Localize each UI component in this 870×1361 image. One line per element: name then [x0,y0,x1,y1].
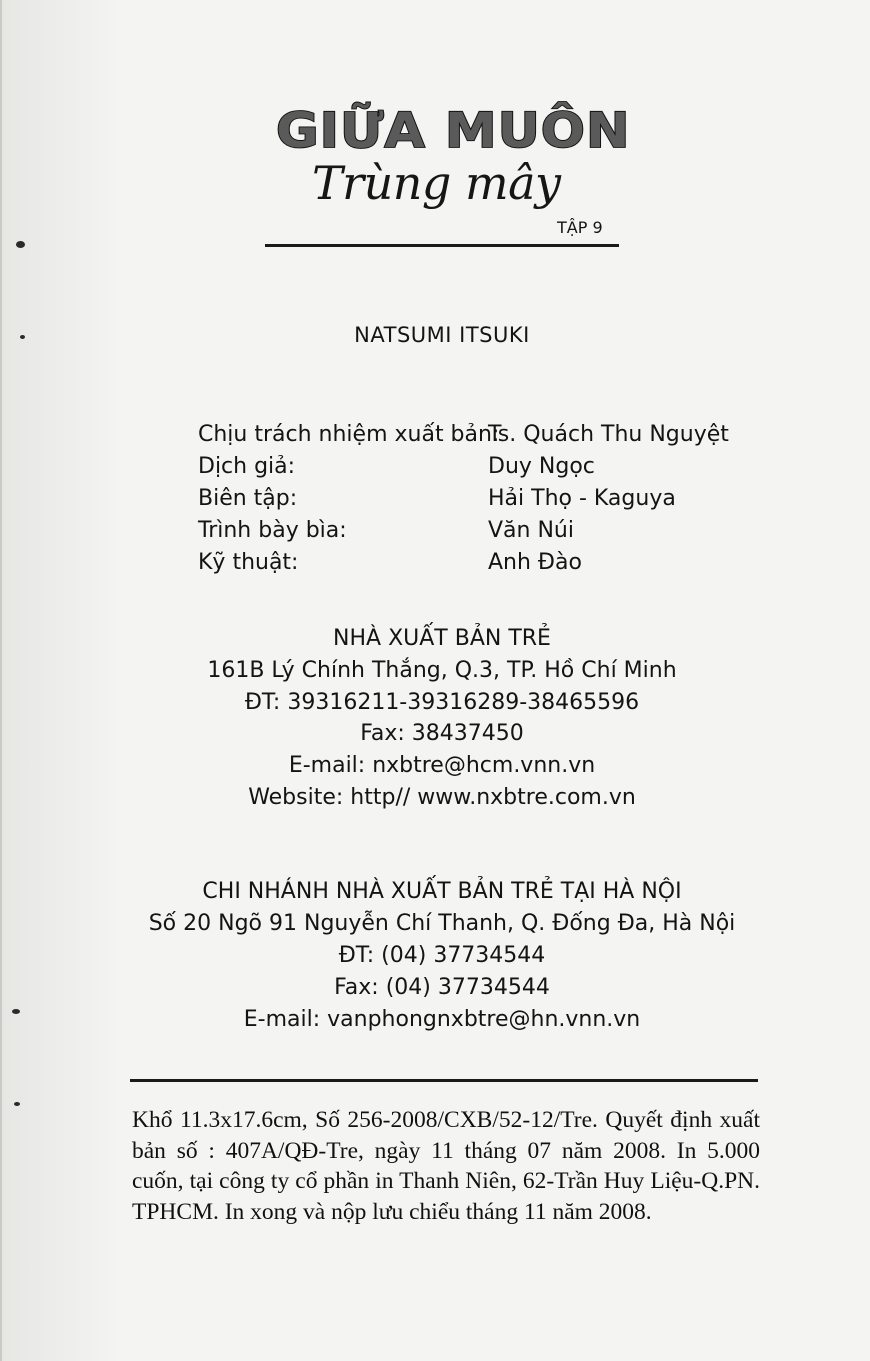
publisher-website: Website: http// www.nxbtre.com.vn [248,785,636,810]
publisher-email: E-mail: nxbtre@hcm.vnn.vn [288,753,596,778]
title-divider [265,244,619,247]
volume-label: TẬP 9 [557,218,603,237]
scan-speck [14,1102,20,1106]
credit-name: Văn Núi [488,518,574,543]
credit-role: Dịch giả: [198,454,296,479]
credit-name: Anh Đào [488,550,582,575]
publisher-address: 161B Lý Chính Thắng, Q.3, TP. Hồ Chí Minh [207,658,677,683]
credit-role: Kỹ thuật: [198,550,299,575]
scan-speck [16,241,25,248]
credit-name: Hải Thọ - Kaguya [488,486,676,511]
colophon-text: Khổ 11.3x17.6cm, Số 256-2008/CXB/52-12/Tre. Quyết định xuất bản số : 407A/QĐ-Tre, ngày 11 tháng 07 năm 2008. In 5.000 cuốn, tại công ty cổ phần in Thanh Niên, 62-Trần Huy Liệu-Q.PN. TPHCM. In xong và nộp lưu chiểu tháng 11 năm 2008. [132,1107,760,1225]
credit-role: Trình bày bìa: [198,518,347,543]
credit-name: Ts. Quách Thu Nguyệt [488,422,729,447]
colophon-divider [130,1079,758,1082]
branch-fax: Fax: (04) 37734544 [334,975,550,1000]
branch-name: CHI NHÁNH NHÀ XUẤT BẢN TRẺ TẠI HÀ NỘI [202,879,682,904]
author-name: NATSUMI ITSUKI [354,323,530,347]
title-logo-script: Trùng mây [312,156,561,210]
credit-name: Duy Ngọc [488,454,595,479]
title-logo-main: GIỮA MUÔN [276,104,631,160]
publisher-fax: Fax: 38437450 [360,721,524,746]
publisher-name: NHÀ XUẤT BẢN TRẺ [333,626,551,651]
publisher-phone: ĐT: 39316211-39316289-38465596 [244,690,640,715]
credit-role: Chịu trách nhiệm xuất bản: [198,422,500,447]
branch-address: Số 20 Ngõ 91 Nguyễn Chí Thanh, Q. Đống Đa, Hà Nội [148,911,736,936]
branch-email: E-mail: vanphongnxbtre@hn.vnn.vn [243,1007,641,1032]
credit-role: Biên tập: [198,486,298,511]
branch-phone: ĐT: (04) 37734544 [338,943,546,968]
